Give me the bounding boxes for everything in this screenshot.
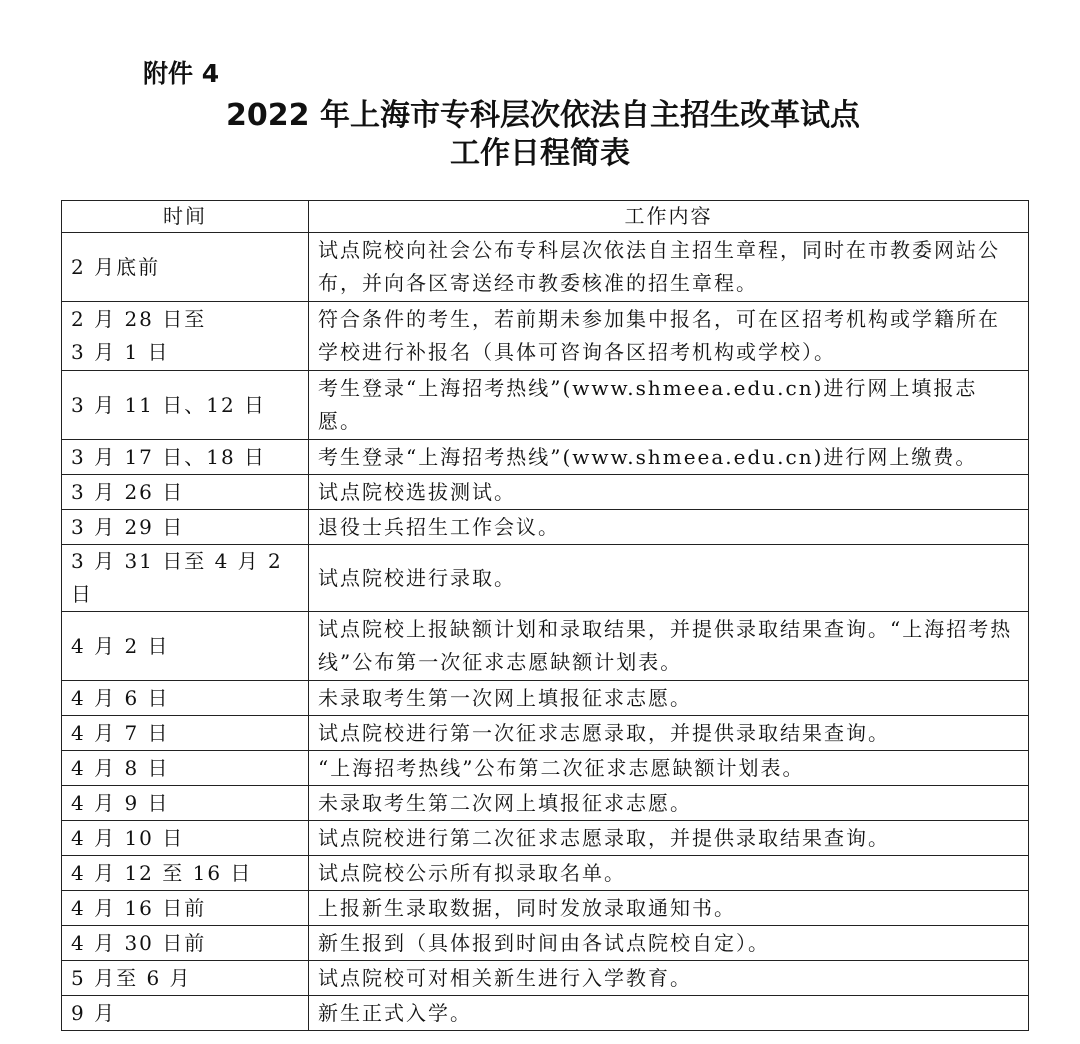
schedule-table	[61, 200, 1029, 1031]
table-row	[62, 716, 1029, 751]
table-row	[62, 786, 1029, 821]
row-content: 符合条件的考生，若前期未参加集中报名，可在区招考机构或学籍所在学校进行补报名（具体可咨询各区招考机构或学校）。	[309, 302, 1029, 371]
table-row	[62, 856, 1029, 891]
table-row	[62, 961, 1029, 996]
row-time: 4 月 12 至 16 日	[62, 856, 309, 891]
row-content: 试点院校向社会公布专科层次依法自主招生章程，同时在市教委网站公布，并向各区寄送经市教委核准的招生章程。	[309, 233, 1029, 302]
table-row	[62, 821, 1029, 856]
row-content: 试点院校公示所有拟录取名单。	[309, 856, 1029, 891]
row-content: 新生报到（具体报到时间由各试点院校自定）。	[309, 926, 1029, 961]
row-content: 试点院校上报缺额计划和录取结果，并提供录取结果查询。“上海招考热线”公布第一次征求志愿缺额计划表。	[309, 612, 1029, 681]
row-content: 未录取考生第一次网上填报征求志愿。	[309, 681, 1029, 716]
table-body	[62, 233, 1029, 1031]
row-content: 考生登录“上海招考热线”(www.shmeea.edu.cn)进行网上缴费。	[309, 440, 1029, 475]
table-row	[62, 440, 1029, 475]
row-time: 2 月底前	[62, 233, 309, 302]
row-content: 新生正式入学。	[309, 996, 1029, 1031]
header-content: 工作内容	[309, 201, 1029, 233]
header-time: 时间	[62, 201, 309, 233]
table-row	[62, 681, 1029, 716]
attachment-label: 附件 4	[143, 59, 220, 88]
row-content: “上海招考热线”公布第二次征求志愿缺额计划表。	[309, 751, 1029, 786]
row-time: 2 月 28 日至 3 月 1 日	[62, 302, 309, 371]
row-time: 4 月 9 日	[62, 786, 309, 821]
document-title-line2: 工作日程简表	[450, 136, 630, 171]
row-time: 3 月 31 日至 4 月 2 日	[62, 545, 309, 612]
table-row	[62, 926, 1029, 961]
row-content: 试点院校选拔测试。	[309, 475, 1029, 510]
row-time: 3 月 11 日、12 日	[62, 371, 309, 440]
row-content: 未录取考生第二次网上填报征求志愿。	[309, 786, 1029, 821]
row-time: 3 月 17 日、18 日	[62, 440, 309, 475]
row-time: 4 月 6 日	[62, 681, 309, 716]
row-time: 9 月	[62, 996, 309, 1031]
table-row	[62, 302, 1029, 371]
row-time: 3 月 29 日	[62, 510, 309, 545]
row-time: 4 月 7 日	[62, 716, 309, 751]
document-title-line1: 2022 年上海市专科层次依法自主招生改革试点	[226, 98, 860, 133]
table-header-row	[62, 201, 1029, 233]
table-row	[62, 996, 1029, 1031]
row-content: 退役士兵招生工作会议。	[309, 510, 1029, 545]
row-time: 4 月 8 日	[62, 751, 309, 786]
row-time: 4 月 10 日	[62, 821, 309, 856]
row-time: 3 月 26 日	[62, 475, 309, 510]
row-content: 试点院校可对相关新生进行入学教育。	[309, 961, 1029, 996]
row-time: 5 月至 6 月	[62, 961, 309, 996]
row-content: 试点院校进行录取。	[309, 545, 1029, 612]
table-row	[62, 371, 1029, 440]
row-time: 4 月 30 日前	[62, 926, 309, 961]
table-row	[62, 233, 1029, 302]
table-row	[62, 545, 1029, 612]
row-content: 试点院校进行第二次征求志愿录取，并提供录取结果查询。	[309, 821, 1029, 856]
table-row	[62, 612, 1029, 681]
row-content: 试点院校进行第一次征求志愿录取，并提供录取结果查询。	[309, 716, 1029, 751]
row-content: 上报新生录取数据，同时发放录取通知书。	[309, 891, 1029, 926]
row-time: 4 月 2 日	[62, 612, 309, 681]
table-row	[62, 891, 1029, 926]
row-content: 考生登录“上海招考热线”(www.shmeea.edu.cn)进行网上填报志愿。	[309, 371, 1029, 440]
table-row	[62, 510, 1029, 545]
table-row	[62, 475, 1029, 510]
row-time: 4 月 16 日前	[62, 891, 309, 926]
table-row	[62, 751, 1029, 786]
